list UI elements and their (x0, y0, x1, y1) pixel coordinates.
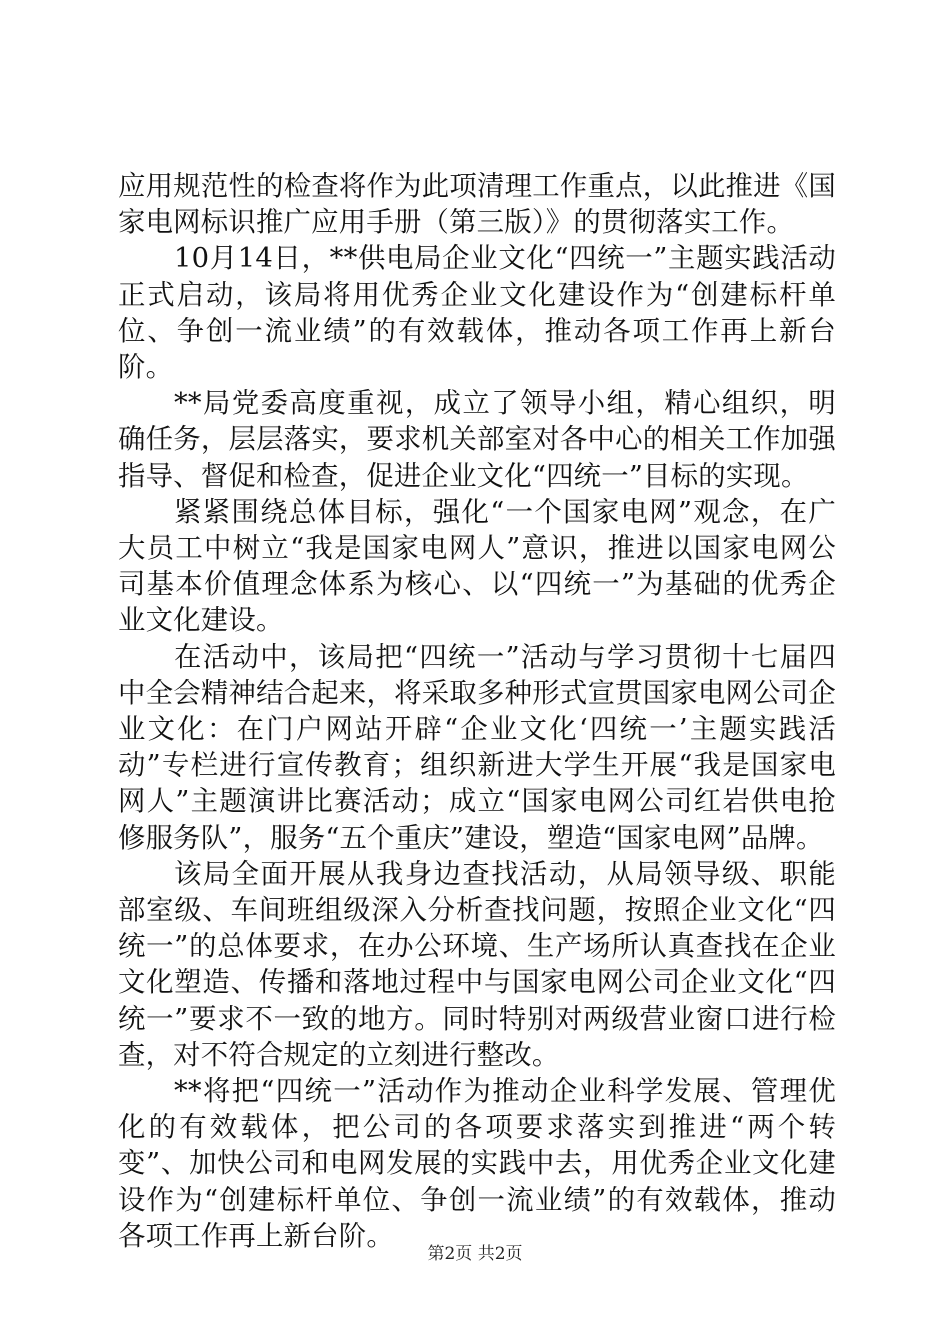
paragraph-5: 在活动中，该局把“四统一”活动与学习贯彻十七届四中全会精神结合起来，将采取多种形式宣贯国家电网公司企业文化：在门户网站开辟“企业文化‘四统一’主题实践活动”专栏进行宣传教育；组织新进大学生开展“我是国家电网人”主题演讲比赛活动；成立“国家电网公司红岩供电抢修服务队”，服务“五个重庆”建设，塑造“国家电网”品牌。 (118, 641, 836, 854)
paragraph-1: 应用规范性的检查将作为此项清理工作重点，以此推进《国家电网标识推广应用手册（第三版）》的贯彻落实工作。 (118, 171, 836, 239)
paragraph-2: 10月14日，**供电局企业文化“四统一”主题实践活动正式启动，该局将用优秀企业文化建设作为“创建标杆单位、争创一流业绩”的有效载体，推动各项工作再上新台阶。 (118, 243, 836, 384)
paragraph-4: 紧紧围绕总体目标，强化“一个国家电网”观念，在广大员工中树立“我是国家电网人”意识，推进以国家电网公司基本价值理念体系为核心、以“四统一”为基础的优秀企业文化建设。 (118, 496, 836, 637)
page-footer: 第2页 共2页 (427, 1244, 523, 1264)
document-body (118, 169, 836, 1255)
paragraph-7: **将把“四统一”活动作为推动企业科学发展、管理优化的有效载体，把公司的各项要求落实到推进“两个转变”、加快公司和电网发展的实践中去，用优秀企业文化建设作为“创建标杆单位、争创一流业绩”的有效载体，推动各项工作再上新台阶。 (118, 1076, 836, 1252)
paragraph-6: 该局全面开展从我身边查找活动，从局领导级、职能部室级、车间班组级深入分析查找问题，按照企业文化“四统一”的总体要求，在办公环境、生产场所认真查找在企业文化塑造、传播和落地过程中与国家电网公司企业文化“四统一”要求不一致的地方。同时特别对两级营业窗口进行检查，对不符合规定的立刻进行整改。 (118, 858, 836, 1071)
paragraph-3: **局党委高度重视，成立了领导小组，精心组织，明确任务，层层落实，要求机关部室对各中心的相关工作加强指导、督促和检查，促进企业文化“四统一”目标的实现。 (118, 388, 836, 492)
